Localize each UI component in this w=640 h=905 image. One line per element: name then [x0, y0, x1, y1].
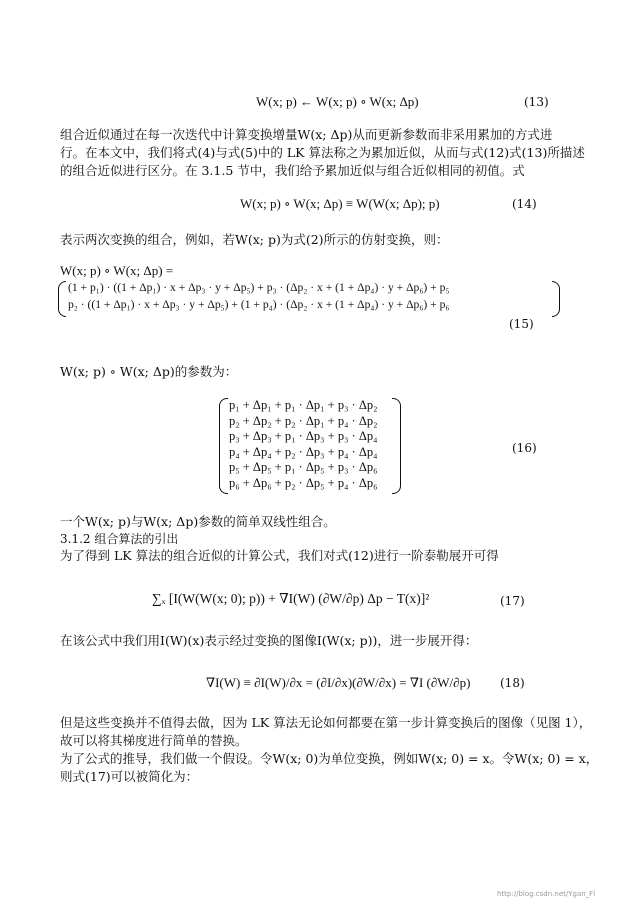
paragraph-5: 为了得到 LK 算法的组合近似的计算公式，我们对式(12)进行一阶泰勒展开可得: [60, 548, 499, 563]
watermark: http://blog.csdn.net/Ygan_Fl: [497, 890, 596, 898]
matrix-left-bracket: [219, 398, 228, 494]
matrix-row: p₆ + Δp₆ + p₂ · Δp₅ + p₄ · Δp₆: [229, 475, 378, 490]
equation-13-number: (13): [524, 95, 549, 109]
paragraph-3: W(x; p) ∘ W(x; Δp)的参数为：: [60, 364, 238, 379]
matrix-row: p₄ + Δp₄ + p₂ · Δp₃ + p₄ · Δp₄: [229, 444, 378, 459]
equation-15-right-paren: [552, 281, 560, 317]
equation-14-number: (14): [512, 197, 537, 211]
matrix-row: p₂ + Δp₂ + p₂ · Δp₁ + p₄ · Δp₂: [229, 413, 378, 428]
equation-18-number: (18): [500, 676, 525, 690]
equation-15-number: (15): [509, 317, 534, 331]
paragraph-6: 在该公式中我们用I(W)(x)表示经过变换的图像I(W(x; p))，进一步展开得：: [60, 633, 478, 648]
paragraph-7-line-3: 为了公式的推导，我们做一个假设。令W(x; 0)为单位变换，例如W(x; 0) = x。令W(x; 0) = x，: [60, 751, 599, 766]
equation-16-number: (16): [512, 441, 537, 455]
matrix-row: p₅ + Δp₅ + p₁ · Δp₅ + p₃ · Δp₆: [229, 460, 378, 475]
paragraph-7-line-4: 则式(17)可以被简化为：: [60, 769, 199, 784]
equation-14: W(x; p) ∘ W(x; Δp) ≡ W(W(x; Δp); p): [240, 196, 440, 211]
equation-16-matrix: [219, 398, 401, 494]
equation-15-left-paren: [58, 281, 66, 317]
paragraph-1-line-3: 的组合近似进行区分。在 3.1.5 节中，我们给予累加近似与组合近似相同的初值。式: [60, 163, 525, 178]
equation-13: W(x; p) ← W(x; p) ∘ W(x; Δp): [256, 94, 419, 109]
paragraph-4: 一个W(x; p)与W(x; Δp)参数的简单双线性组合。: [60, 514, 336, 529]
paragraph-7-line-2: 故可以将其梯度进行简单的替换。: [60, 733, 248, 748]
paragraph-1-line-1: 组合近似通过在每一次迭代中计算变换增量W(x; Δp)从而更新参数而非采用累加的方式进: [60, 127, 553, 142]
equation-15-row-1: (1 + p₁) · ((1 + Δp₁) · x + Δp₃ · y + Δp₅) + p₃ · (Δp₂ · x + (1 + Δp₄) · y + Δp₆) + p₅: [68, 281, 450, 294]
matrix-row: p₁ + Δp₁ + p₁ · Δp₁ + p₃ · Δp₂: [229, 398, 378, 412]
equation-17: ∑ₓ [I(W(W(x; 0); p)) + ∇I(W) (∂W/∂p) Δp − T(x)]²: [152, 591, 430, 606]
equation-18: ∇I(W) ≡ ∂I(W)/∂x = (∂I/∂x)(∂W/∂x) = ∇I (∂W/∂p): [206, 675, 471, 690]
matrix-row: p₃ + Δp₃ + p₁ · Δp₃ + p₃ · Δp₄: [229, 429, 378, 444]
matrix-right-bracket: [392, 398, 401, 494]
equation-15-row-2: p₂ · ((1 + Δp₁) · x + Δp₃ · y + Δp₅) + (1 + p₄) · (Δp₂ · x + (1 + Δp₄) · y + Δp₆) + p₆: [68, 298, 450, 311]
paragraph-7-line-1: 但是这些变换并不值得去做，因为 LK 算法无论如何都要在第一步计算变换后的图像（见图 1），: [60, 715, 592, 730]
section-heading: 3.1.2 组合算法的引出: [60, 532, 179, 546]
paragraph-1-line-2: 行。在本文中，我们将式(4)与式(5)中的 LK 算法称之为累加近似，从而与式(12)式(13)所描述: [60, 145, 585, 160]
equation-17-number: (17): [500, 594, 525, 608]
equation-15-lhs: W(x; p) ∘ W(x; Δp) =: [60, 263, 174, 278]
paragraph-2: 表示两次变换的组合，例如，若W(x; p)为式(2)所示的仿射变换，则：: [60, 232, 449, 247]
